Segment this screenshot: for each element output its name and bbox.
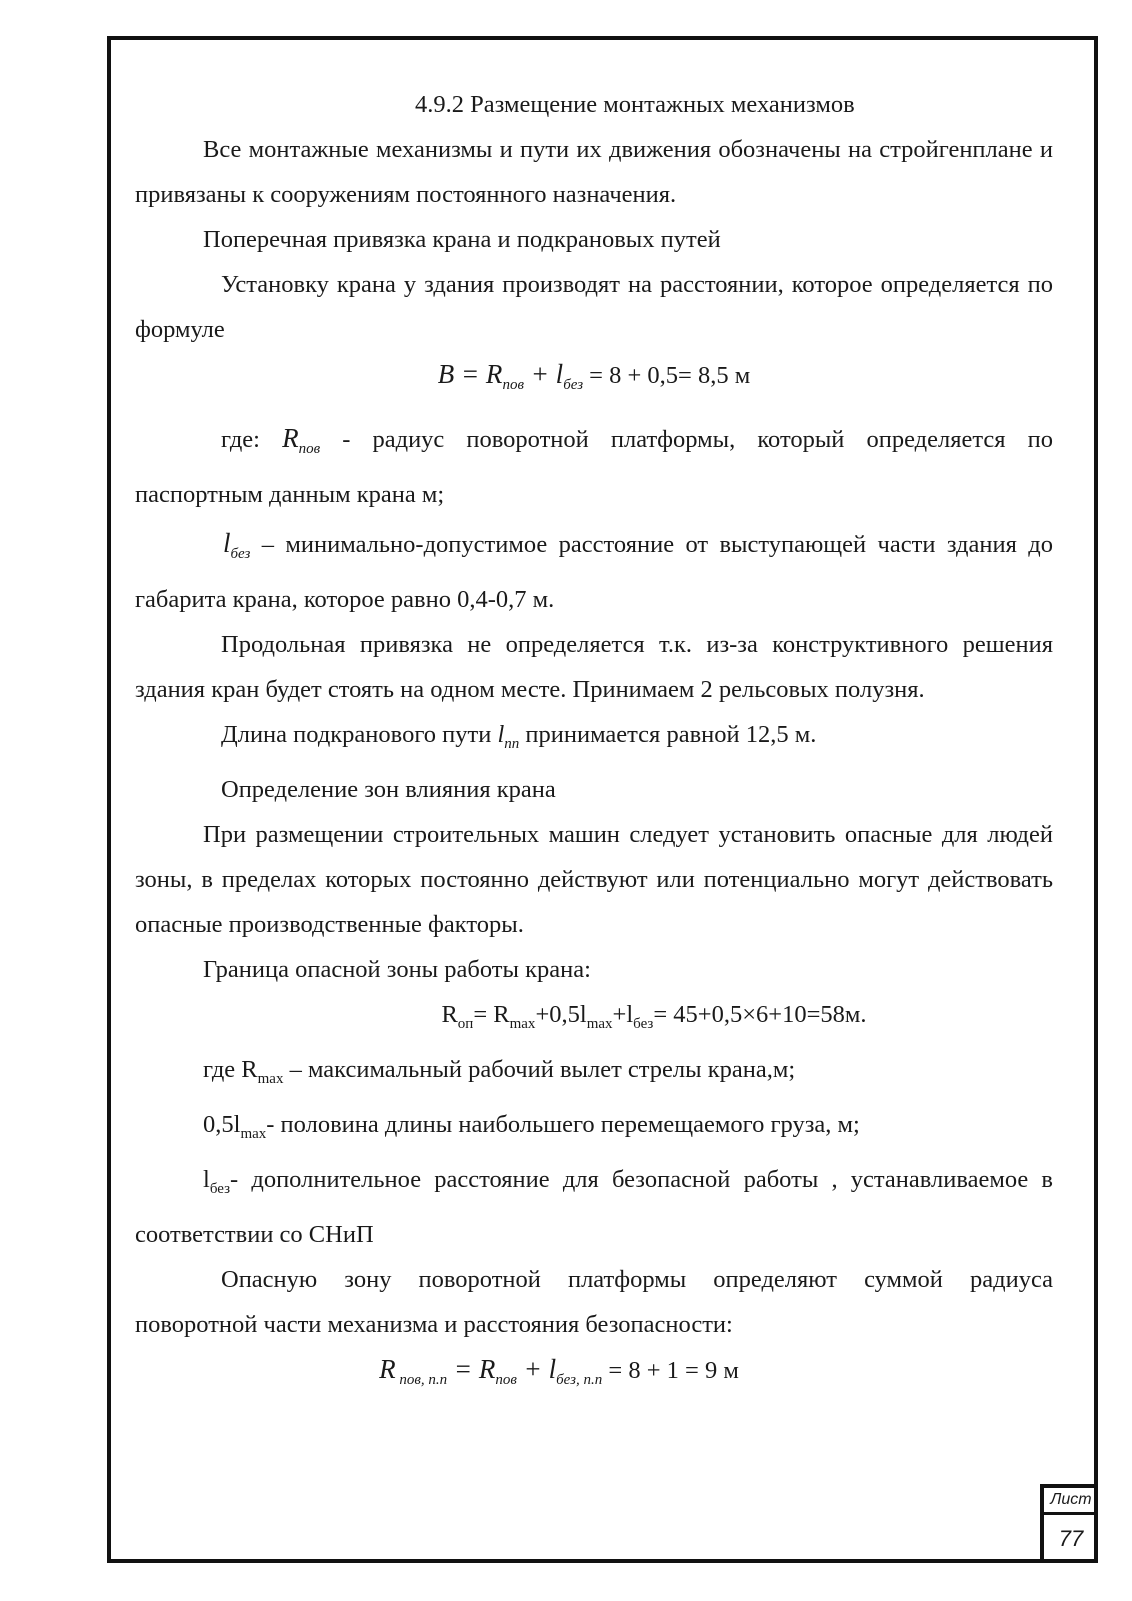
paragraph: $0,5l_{max}-$ половина длины наибольшего перемещаемого груза, м; <box>203 1111 860 1142</box>
paragraph: $l_{без}-$ дополнительное расстояние для безопасной работы , устанавливаемое в соответствии со СНиП <box>135 1166 1053 1248</box>
sheet-stamp <box>1040 1484 1098 1563</box>
paragraph: $l_{без}$ – минимально-допустимое расстояние от выступающей части здания до габарита крана, которое равно 0,4-0,7 м. <box>135 528 1053 613</box>
paragraph: Все монтажные механизмы и пути их движения обозначены на стройгенплане и привязаны к сооружениям постоянного назначения. <box>135 136 1053 208</box>
paragraph: Опасную зону поворотной платформы определяют суммой радиуса поворотной части механизма и расстояния безопасности: <box>135 1266 1053 1338</box>
paragraph: Длина подкранового пути $l_{пп}$ принимается равной 12,5 м. <box>221 721 817 752</box>
paragraph: При размещении строительных машин следует установить опасные для людей зоны, в пределах которых постоянно действуют или потенциально могут действовать опасные производственные факторы. <box>135 821 1053 938</box>
paragraph: Определение зон влияния крана <box>221 776 556 803</box>
sheet-number: 77 <box>1058 1526 1084 1551</box>
paragraph: Поперечная привязка крана и подкрановых путей <box>203 226 721 253</box>
paragraph: Продольная привязка не определяется т.к. из-за конструктивного решения здания кран будет стоять на одном месте. Принимаем 2 рельсовых полузня. <box>135 631 1053 703</box>
formula-b: $B = R_{пов} + l_{без} = 8 + 0,5= 8,5$ м <box>437 359 751 393</box>
document-body <box>135 82 1053 1403</box>
paragraph: Установку крана у здания производят на расстоянии, которое определяется по формуле <box>135 271 1053 343</box>
section-heading: 4.9.2 Размещение монтажных механизмов <box>415 91 855 118</box>
formula-rpov: R $_{пов, п.п} = R_{пов} + l_{без, п.п} = 8 + 1 = 9$ м <box>379 1354 739 1388</box>
paragraph: где $R_{max}$ – максимальный рабочий вылет стрелы крана,м; <box>203 1056 796 1087</box>
formula-rop: $R_{оп}= R_{max}+0,5l_{max}+l_{без}= 45+0,5\times 6+10=58м$. <box>441 1001 867 1032</box>
sheet-label: Лист <box>1044 1488 1098 1515</box>
paragraph: Граница опасной зоны работы крана: <box>203 956 591 983</box>
paragraph: где: $R_{пов}$ - радиус поворотной платформы, который определяется по паспортным данным крана м; <box>135 423 1054 508</box>
